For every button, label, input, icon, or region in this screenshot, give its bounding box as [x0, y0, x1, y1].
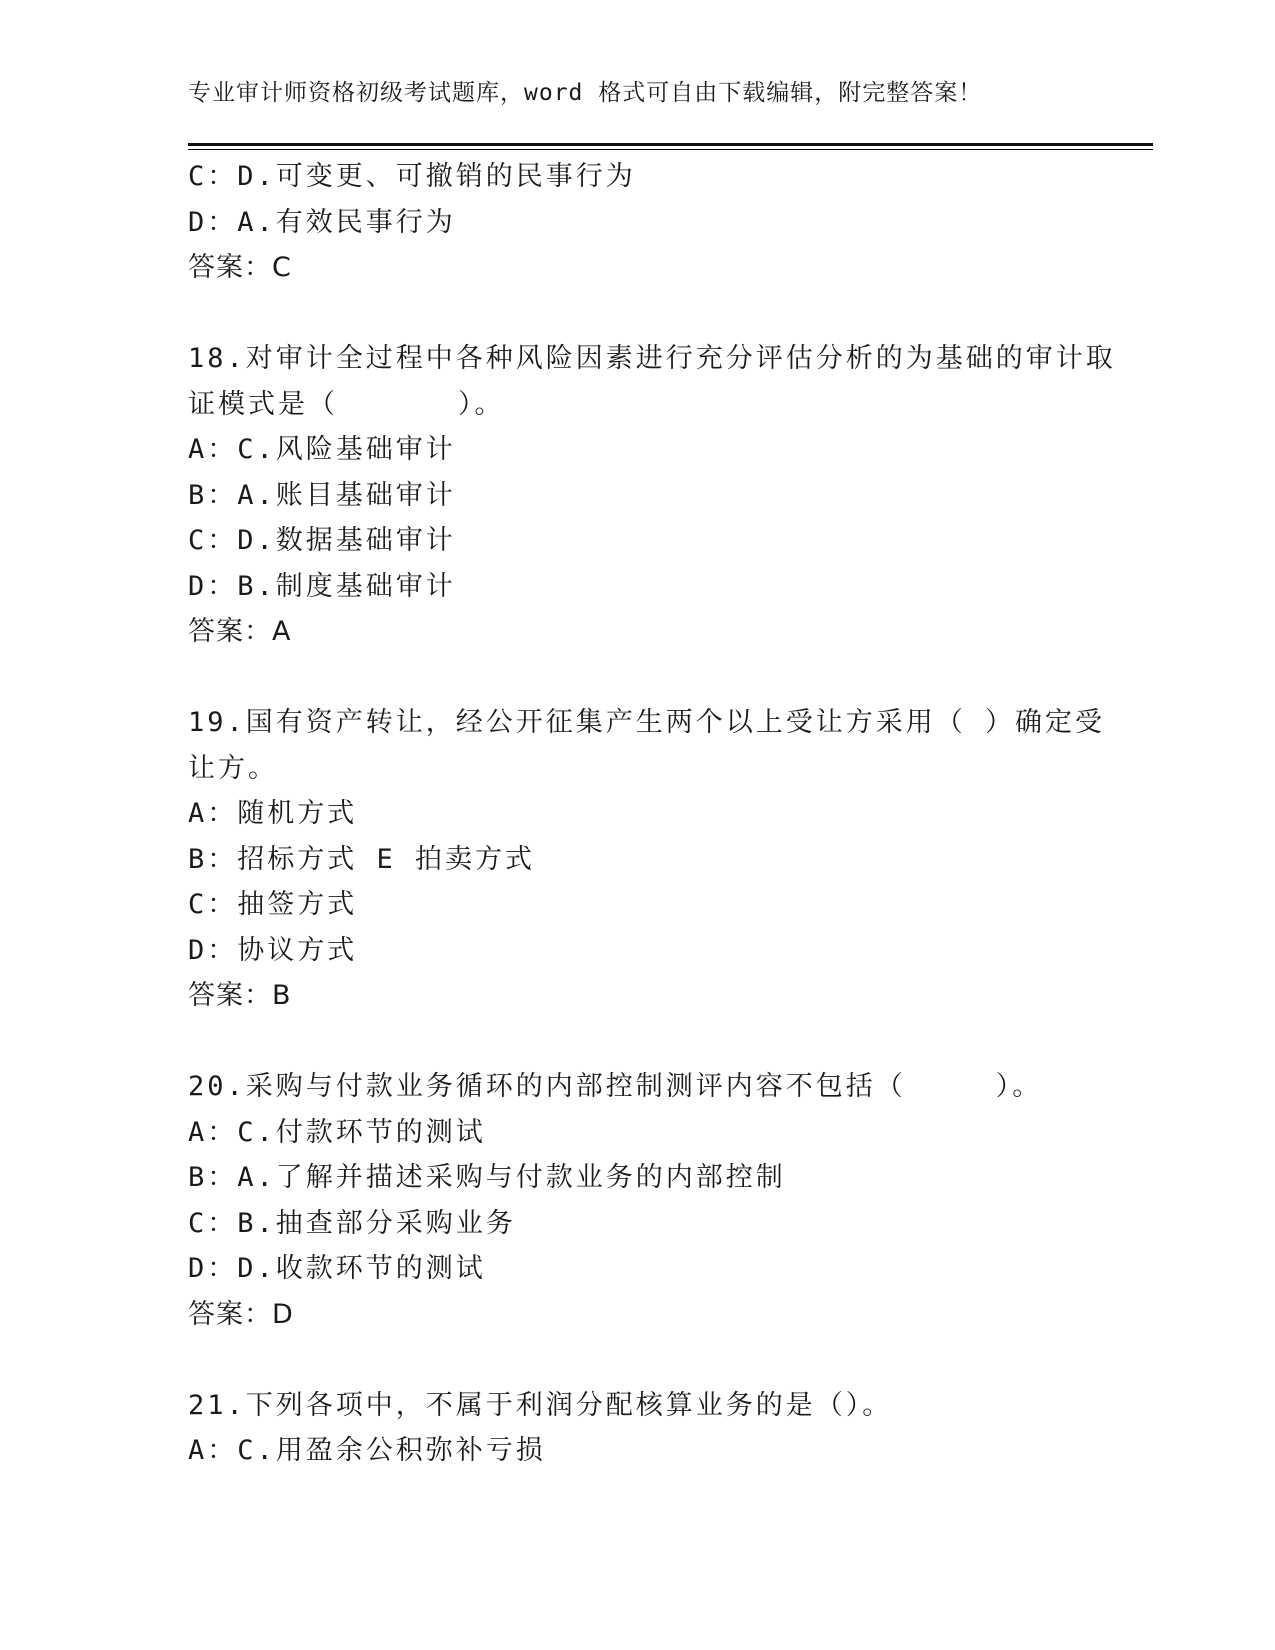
- question-stem: 证模式是（ ）。: [188, 388, 505, 420]
- option-line: D：协议方式: [188, 934, 358, 966]
- spacer: [188, 1019, 1088, 1065]
- option-line: D：D.收款环节的测试: [188, 1253, 486, 1284]
- option-line: A：随机方式: [188, 798, 358, 829]
- option-line: C：D.可变更、可撤销的民事行为: [188, 161, 636, 192]
- question-block-18: [188, 336, 1116, 655]
- spacer: [188, 655, 1088, 701]
- question-stem: 21.下列各项中，不属于利润分配核算业务的是（）。: [188, 1389, 893, 1421]
- answer-line: 答案：C: [188, 252, 292, 283]
- answer-line: 答案：A: [188, 616, 292, 647]
- page-header: 专业审计师资格初级考试题库，word 格式可自由下载编辑，附完整答案！: [188, 80, 983, 106]
- prev-question-block: [188, 154, 1088, 291]
- option-line: B：招标方式 E 拍卖方式: [188, 843, 536, 875]
- question-stem: 让方。: [188, 752, 278, 784]
- question-stem: 18.对审计全过程中各种风险因素进行充分评估分析的为基础的审计取: [188, 343, 1116, 374]
- answer-line: 答案：D: [188, 1298, 294, 1330]
- question-stem: 20.采购与付款业务循环的内部控制测评内容不包括（ ）。: [188, 1071, 1043, 1102]
- option-line: C：抽签方式: [188, 889, 358, 920]
- option-line: C：D.数据基础审计: [188, 525, 456, 556]
- option-line: A：C.付款环节的测试: [188, 1116, 486, 1148]
- option-line: C：B.抽查部分采购业务: [188, 1207, 516, 1239]
- option-line: B：A.了解并描述采购与付款业务的内部控制: [188, 1162, 786, 1193]
- option-line: D：B.制度基础审计: [188, 570, 456, 602]
- spacer: [188, 1337, 1088, 1383]
- spacer: [188, 291, 1088, 337]
- option-line: B：A.账目基础审计: [188, 479, 456, 511]
- question-content: [188, 154, 1116, 1474]
- option-line: D：A.有效民事行为: [188, 206, 456, 238]
- option-line: A：C.用盈余公积弥补亏损: [188, 1435, 546, 1466]
- answer-line: 答案：B: [188, 980, 292, 1011]
- question-stem: 19.国有资产转让，经公开征集产生两个以上受让方采用（ ）确定受: [188, 707, 1106, 738]
- question-block-21: [188, 1383, 1088, 1474]
- header-rule-thick: [188, 143, 1153, 146]
- header-rule-thin: [188, 149, 1153, 150]
- question-block-19: [188, 700, 1106, 1019]
- question-block-20: [188, 1064, 1088, 1337]
- option-line: A：C.风险基础审计: [188, 434, 456, 465]
